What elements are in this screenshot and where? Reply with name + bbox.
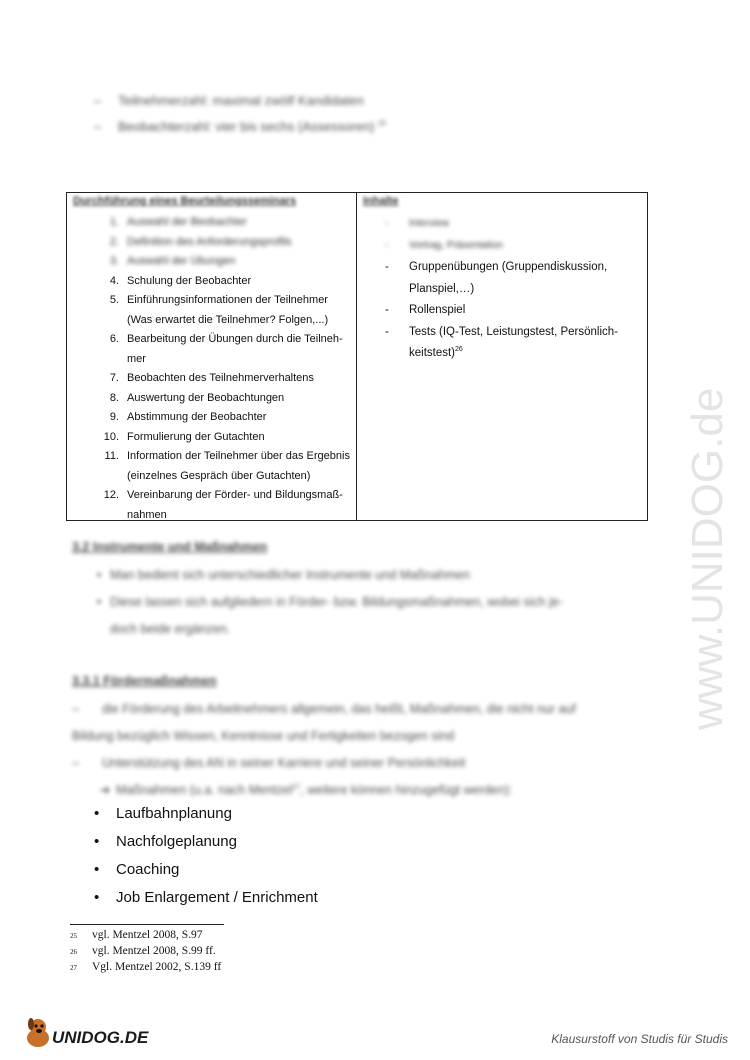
table-row: mer	[127, 352, 146, 365]
section-heading-3-3-1: 3.3.1 Fördermaßnahmen	[72, 674, 217, 688]
table-row: 5. Einführungsinformationen der Teilnehmer	[109, 294, 328, 306]
list-item: • Man bedient sich unterschiedlicher Instrumente und Maßnahmen	[96, 568, 470, 582]
paragraph-line: – die Förderung des Arbeitnehmers allgemein, das heißt, Maßnahmen, die nicht nur auf	[72, 702, 576, 716]
table-row: 2. Definition des Anforderungsprofils	[109, 235, 292, 248]
list-item: • Diese lassen sich aufgliedern in Förder- bzw. Bildungsmaßnahmen, wobei sich je-	[96, 595, 563, 609]
paragraph-line: Bildung bezüglich Wissen, Kenntnisse und Fertigkeiten bezogen sind	[72, 729, 455, 743]
table-row: - Vortrag, Präsentation	[385, 240, 503, 251]
footer-tagline: Klausurstoff von Studis für Studis	[551, 1032, 728, 1046]
list-item: doch beide ergänzen.	[110, 622, 231, 636]
footnote: 27 Vgl. Mentzel 2002, S.139 ff	[70, 961, 222, 973]
table-row: 11. Information der Teilnehmer über das Ergebnis	[104, 450, 350, 462]
table-row: (Was erwartet die Teilnehmer? Folgen,...)	[127, 313, 329, 326]
list-item: – Beobachterzahl: vier bis sechs (Assessoren) $^{25}$	[94, 119, 386, 134]
table-header-left: Durchführung eines Beurteilungsseminars	[73, 195, 297, 207]
list-item: • Laufbahnplanung	[94, 805, 232, 822]
footnote: 25 vgl. Mentzel 2008, S.97	[70, 929, 203, 941]
arrow-icon: ➔	[99, 783, 111, 797]
table-row: 1. Auswahl der Beobachter	[109, 216, 247, 228]
table-header-right: Inhalte	[363, 195, 399, 207]
table-row: - Tests (IQ-Test, Leistungstest, Persönlich-	[385, 325, 618, 338]
table-row: - Interview	[385, 218, 450, 229]
measures-list	[94, 800, 318, 912]
list-item: – Teilnehmerzahl: maximal zwölf Kandidaten	[94, 93, 364, 108]
table-row: 7. Beobachten des Teilnehmerverhaltens	[109, 372, 314, 384]
table-row: 3. Auswahl der Übungen	[109, 255, 236, 267]
paragraph-line: ➔ Maßnahmen (u.a. nach Mentzel$^{27}$, weitere können hinzugefügt werden):	[72, 777, 576, 804]
section-3-2-bullets	[88, 562, 563, 643]
section-heading-3-2: 3.2 Instrumente und Maßnahmen	[72, 540, 268, 554]
section-3-3-1-body	[72, 696, 576, 804]
unidog-logo	[24, 1016, 164, 1050]
paragraph-line: – Unterstützung des AN in seiner Karriere und seiner Persönlichkeit	[72, 756, 466, 770]
table-row: - Gruppenübungen (Gruppendiskussion,	[385, 261, 608, 273]
table-divider	[356, 193, 357, 520]
dog-icon	[27, 1018, 49, 1047]
list-item: • Coaching	[94, 861, 180, 878]
footnotes	[70, 928, 221, 976]
table-row: 10. Formulierung der Gutachten	[103, 430, 265, 443]
table-row: keitstest)$^{26}$	[409, 346, 463, 359]
table-row: 12. Vereinbarung der Förder- und Bildungsmaß-	[103, 489, 343, 501]
logo-text: UNIDOG.DE	[52, 1028, 149, 1047]
table-row: Planspiel,…)	[409, 282, 475, 295]
footnote-separator	[70, 924, 224, 925]
table-row: nahmen	[127, 508, 167, 521]
list-item: • Job Enlargement / Enrichment	[94, 889, 318, 906]
table-row: 9. Abstimmung der Beobachter	[109, 411, 267, 423]
watermark	[660, 260, 750, 760]
footnote: 26 vgl. Mentzel 2008, S.99 ff.	[70, 945, 216, 957]
seminar-contents	[385, 213, 645, 365]
table-row: 8. Auswertung der Beobachtungen	[109, 391, 285, 404]
seminar-table	[66, 192, 648, 521]
table-row: - Rollenspiel	[385, 304, 466, 316]
table-row: 4. Schulung der Beobachter	[109, 274, 252, 287]
watermark-text: www.UNIDOG.de	[683, 387, 732, 730]
seminar-steps	[89, 213, 355, 525]
intro-list	[94, 88, 386, 140]
table-row: 6. Bearbeitung der Übungen durch die Teilneh-	[109, 333, 343, 345]
table-row: (einzelnes Gespräch über Gutachten)	[127, 469, 311, 482]
list-item: • Nachfolgeplanung	[94, 833, 237, 850]
